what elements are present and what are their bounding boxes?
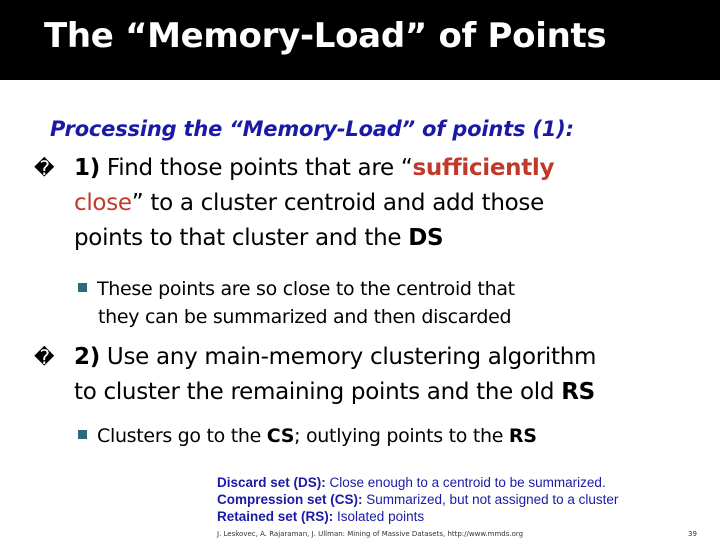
sub-bullet-text: Clusters go to the <box>97 425 267 447</box>
bullet-text: Use any main-memory clustering algorithm <box>99 344 597 370</box>
rs-term: RS <box>508 425 537 447</box>
bullet-2 <box>34 340 714 410</box>
bullet-text: points to that cluster and the <box>74 225 409 251</box>
square-bullet-icon <box>78 430 87 439</box>
sub-bullet-text: These points are so close to the centroid that <box>97 278 515 300</box>
bullet-text: to cluster the remaining points and the old <box>74 379 562 405</box>
bullet-glyph-icon: � <box>34 156 55 180</box>
bullet-glyph-icon: � <box>34 345 55 369</box>
rs-term: RS <box>561 379 595 405</box>
definition-term: Compression set (CS): <box>217 492 363 507</box>
ds-term: DS <box>408 225 444 251</box>
definition-term: Discard set (DS): <box>217 475 326 490</box>
slide-title: The “Memory-Load” of Points <box>44 16 607 56</box>
sub-bullet-text: ; outlying points to the <box>294 425 509 447</box>
definitions-box <box>217 474 618 525</box>
sub-bullet-2 <box>78 422 698 450</box>
definition-desc: Isolated points <box>333 509 425 524</box>
page-number: 39 <box>688 530 697 538</box>
definition-ds <box>217 474 618 491</box>
definition-desc: Close enough to a centroid to be summarized. <box>325 475 606 490</box>
definition-rs <box>217 508 618 525</box>
highlight-text: sufficiently <box>412 155 555 181</box>
sub-bullet-text: they can be summarized and then discarded <box>98 306 512 328</box>
bullet-text: ” to a cluster centroid and add those <box>131 190 544 216</box>
bullet-text: Find those points that are “ <box>99 155 413 181</box>
definition-term: Retained set (RS): <box>217 509 334 524</box>
definition-desc: Summarized, but not assigned to a cluster <box>362 492 619 507</box>
definition-cs <box>217 491 618 508</box>
bullet-number: 1) <box>74 155 100 181</box>
bullet-number: 2) <box>74 344 100 370</box>
bullet-1 <box>34 151 694 256</box>
square-bullet-icon <box>78 283 87 292</box>
slide-subtitle: Processing the “Memory-Load” of points (1): <box>50 117 574 141</box>
highlight-text: close <box>74 190 132 216</box>
cs-term: CS <box>266 425 295 447</box>
sub-bullet-1 <box>78 275 698 331</box>
citation-footer: J. Leskovec, A. Rajaraman, J. Ullman: Mining of Massive Datasets, http://www.mmds.org <box>217 530 524 538</box>
